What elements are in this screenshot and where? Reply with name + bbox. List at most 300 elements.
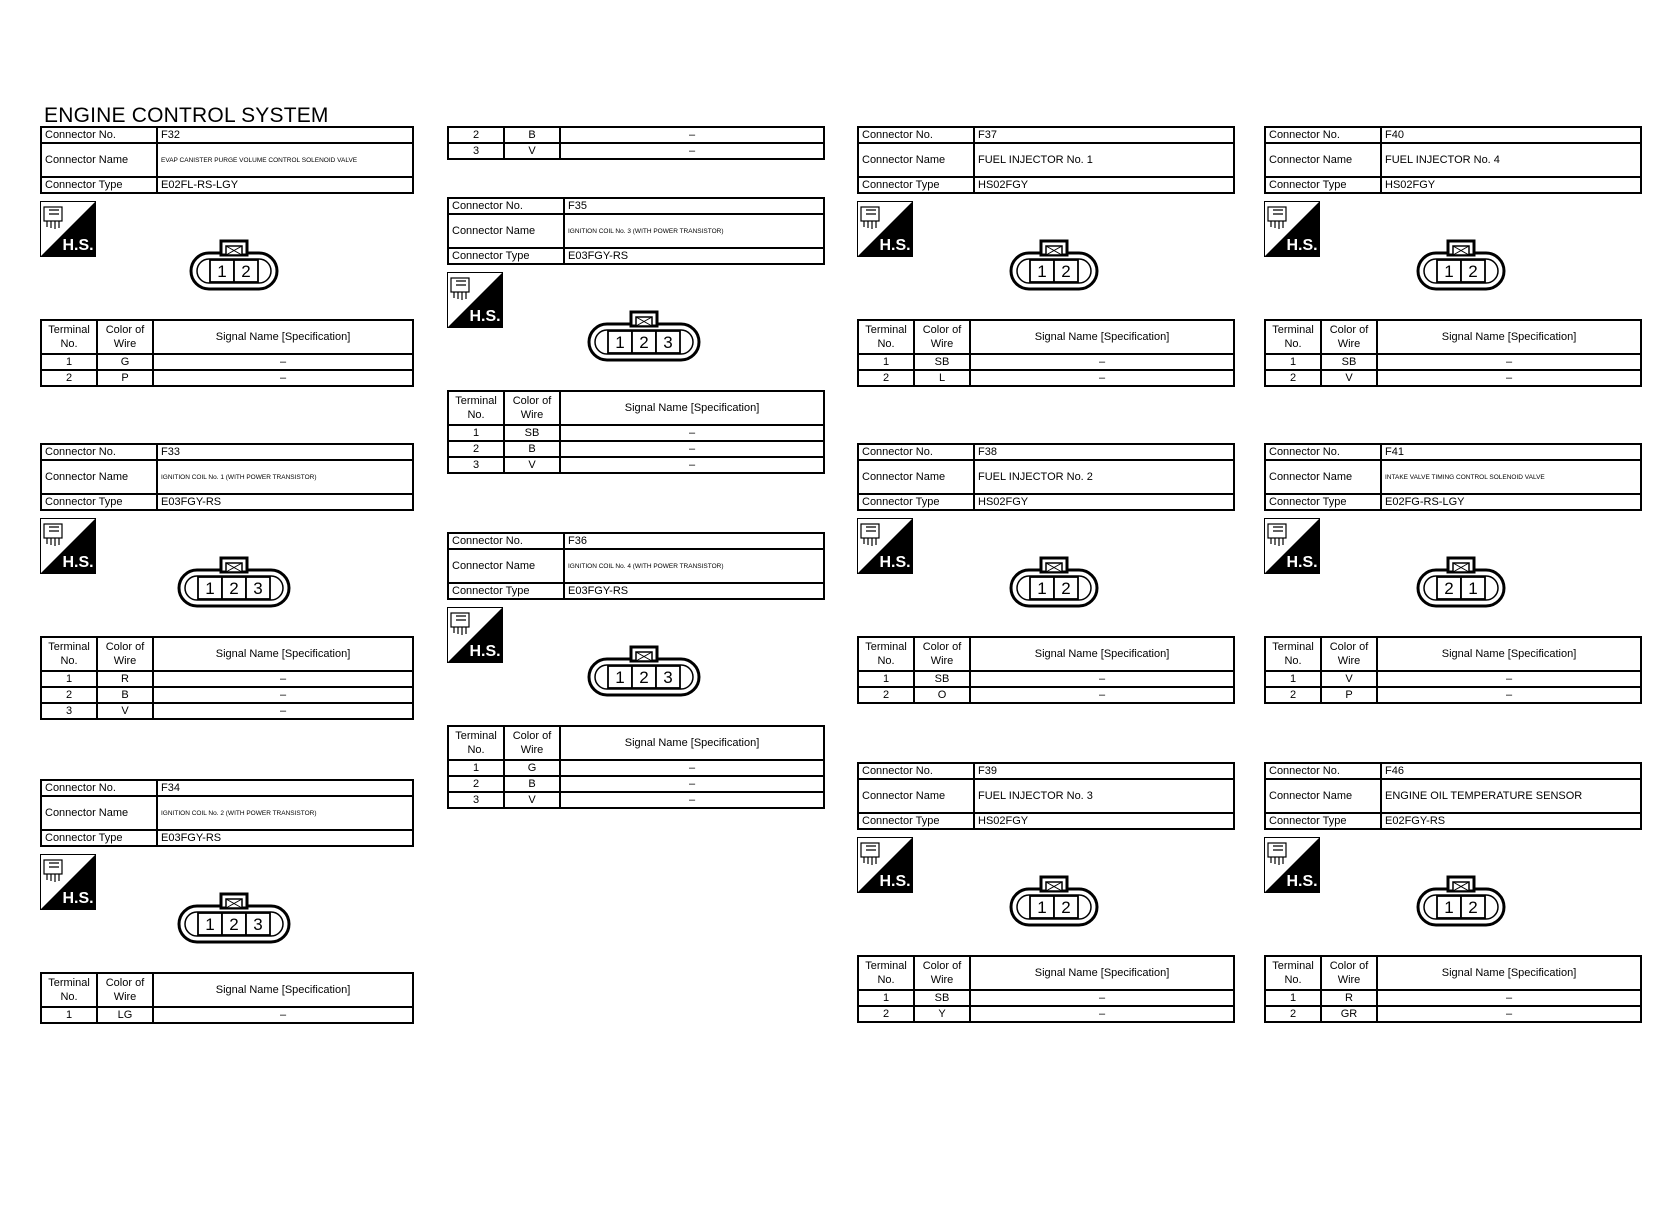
wire-color: LG: [97, 1007, 153, 1023]
terminal-table: [857, 955, 1235, 1023]
connector-face-diagram: [177, 892, 291, 946]
label-connector-name: Connector Name: [1265, 460, 1381, 494]
label-connector-name: Connector Name: [858, 143, 974, 177]
terminal-no: 1: [1265, 671, 1321, 687]
signal-name: –: [970, 370, 1234, 386]
label-connector-no: Connector No.: [41, 127, 157, 143]
svg-text:H.S.: H.S.: [1286, 554, 1318, 571]
connector-face-diagram: [177, 556, 291, 610]
table-row: [1265, 687, 1641, 703]
connector-icon: [177, 556, 291, 615]
signal-name: –: [560, 441, 824, 457]
connector-diagram-area: [40, 194, 414, 319]
terminal-no: 3: [448, 457, 504, 473]
wire-color: SB: [504, 425, 560, 441]
table-row: [1265, 990, 1641, 1006]
connector-name-value: FUEL INJECTOR No. 2: [974, 460, 1234, 494]
pin-number: 2: [639, 668, 649, 687]
hs-badge: [40, 854, 96, 915]
label-connector-name: Connector Name: [448, 214, 564, 248]
terminal-table-continued: [447, 126, 825, 160]
hs-badge: [1264, 837, 1320, 898]
label-connector-name: Connector Name: [448, 549, 564, 583]
connector-block-f40: [1264, 126, 1642, 387]
label-connector-name: Connector Name: [858, 460, 974, 494]
hs-badge: [447, 607, 503, 668]
header-terminal-no: Terminal No.: [858, 320, 914, 354]
header-terminal-no: Terminal No.: [1265, 320, 1321, 354]
label-connector-name: Connector Name: [41, 796, 157, 830]
harness-side-icon: [857, 837, 913, 893]
wire-color: B: [504, 127, 560, 143]
label-connector-type: Connector Type: [41, 830, 157, 846]
page-title: ENGINE CONTROL SYSTEM: [44, 104, 329, 127]
svg-text:H.S.: H.S.: [1286, 237, 1318, 254]
table-row: [448, 425, 824, 441]
connector-diagram-area: [1264, 194, 1642, 319]
label-connector-type: Connector Type: [858, 494, 974, 510]
pin-number: 2: [1061, 579, 1071, 598]
wire-color: SB: [1321, 354, 1377, 370]
label-connector-no: Connector No.: [858, 444, 974, 460]
pin-number: 3: [663, 333, 673, 352]
table-row: [448, 760, 824, 776]
connector-block-f46: [1264, 762, 1642, 1023]
header-signal-name: Signal Name [Specification]: [153, 973, 413, 1007]
connector-diagram-area: [857, 194, 1235, 319]
wire-color: P: [1321, 687, 1377, 703]
connector-face-diagram: [1416, 239, 1506, 293]
table-row: [41, 703, 413, 719]
connector-block-f33: [40, 443, 414, 720]
harness-side-icon: [857, 201, 913, 257]
connector-type-value: E03FGY-RS: [157, 494, 413, 510]
hs-badge: [40, 201, 96, 262]
header-color-of-wire: Color of Wire: [1321, 320, 1377, 354]
header-color-of-wire: Color of Wire: [914, 637, 970, 671]
signal-name: –: [970, 354, 1234, 370]
table-row: [448, 776, 824, 792]
label-connector-type: Connector Type: [858, 813, 974, 829]
signal-name: –: [970, 990, 1234, 1006]
connector-block-f38: [857, 443, 1235, 704]
connector-diagram-area: [857, 830, 1235, 955]
table-row: [858, 671, 1234, 687]
header-color-of-wire: Color of Wire: [504, 726, 560, 760]
svg-text:H.S.: H.S.: [469, 643, 501, 660]
header-color-of-wire: Color of Wire: [97, 320, 153, 354]
pin-number: 1: [217, 262, 227, 281]
pin-number: 3: [253, 579, 263, 598]
connector-no-value: F46: [1381, 763, 1641, 779]
wire-color: V: [1321, 370, 1377, 386]
terminal-no: 2: [1265, 1006, 1321, 1022]
connector-icon: [587, 310, 701, 369]
header-signal-name: Signal Name [Specification]: [1377, 320, 1641, 354]
wire-color: V: [504, 792, 560, 808]
header-terminal-no: Terminal No.: [41, 637, 97, 671]
terminal-table: [447, 725, 825, 809]
signal-name: –: [970, 687, 1234, 703]
header-color-of-wire: Color of Wire: [914, 956, 970, 990]
svg-text:H.S.: H.S.: [1286, 873, 1318, 890]
wire-color: V: [97, 703, 153, 719]
wire-color: Y: [914, 1006, 970, 1022]
connector-face-diagram: [1009, 239, 1099, 293]
pin-number: 2: [1061, 262, 1071, 281]
f34-continued-table: [447, 126, 825, 160]
terminal-no: 2: [448, 776, 504, 792]
terminal-no: 2: [858, 370, 914, 386]
label-connector-no: Connector No.: [448, 533, 564, 549]
header-signal-name: Signal Name [Specification]: [1377, 956, 1641, 990]
terminal-table: [40, 319, 414, 387]
header-signal-name: Signal Name [Specification]: [1377, 637, 1641, 671]
connector-type-value: E03FGY-RS: [564, 248, 824, 264]
terminal-no: 1: [1265, 990, 1321, 1006]
table-row: [448, 441, 824, 457]
pin-number: 1: [205, 915, 215, 934]
header-terminal-no: Terminal No.: [41, 973, 97, 1007]
connector-icon: [189, 239, 279, 298]
label-connector-no: Connector No.: [41, 444, 157, 460]
svg-text:H.S.: H.S.: [62, 237, 94, 254]
terminal-no: 2: [448, 441, 504, 457]
pin-number: 3: [253, 915, 263, 934]
connector-icon: [1009, 875, 1099, 934]
terminal-no: 2: [1265, 687, 1321, 703]
connector-face-diagram: [587, 310, 701, 364]
table-row: [41, 1007, 413, 1023]
header-terminal-no: Terminal No.: [858, 956, 914, 990]
terminal-table: [40, 972, 414, 1024]
connector-no-value: F39: [974, 763, 1234, 779]
terminal-no: 1: [858, 671, 914, 687]
pin-number: 3: [663, 668, 673, 687]
connector-block-f35: [447, 197, 825, 474]
header-terminal-no: Terminal No.: [41, 320, 97, 354]
terminal-table: [857, 636, 1235, 704]
signal-name: –: [153, 354, 413, 370]
pin-number: 1: [615, 668, 625, 687]
table-row: [41, 687, 413, 703]
connector-diagram-area: [857, 511, 1235, 636]
label-connector-no: Connector No.: [448, 198, 564, 214]
connector-no-value: F38: [974, 444, 1234, 460]
hs-badge: [1264, 201, 1320, 262]
svg-text:H.S.: H.S.: [879, 554, 911, 571]
wire-color: V: [1321, 671, 1377, 687]
connector-face-diagram: [1416, 875, 1506, 929]
connector-type-value: E02FGY-RS: [1381, 813, 1641, 829]
wire-color: R: [97, 671, 153, 687]
connector-face-diagram: [1009, 556, 1099, 610]
terminal-no: 2: [41, 687, 97, 703]
pin-number: 2: [229, 915, 239, 934]
connector-type-value: HS02FGY: [974, 813, 1234, 829]
connector-info-table: [1264, 126, 1642, 194]
connector-block-f36: [447, 532, 825, 809]
connector-diagram-area: [1264, 511, 1642, 636]
connector-no-value: F33: [157, 444, 413, 460]
signal-name: –: [1377, 990, 1641, 1006]
signal-name: –: [1377, 671, 1641, 687]
table-row: [1265, 1006, 1641, 1022]
pin-number: 2: [639, 333, 649, 352]
label-connector-name: Connector Name: [41, 460, 157, 494]
connector-diagram-area: [40, 511, 414, 636]
pin-number: 2: [1444, 579, 1454, 598]
table-row: [41, 671, 413, 687]
signal-name: –: [153, 671, 413, 687]
signal-name: –: [560, 143, 824, 159]
wire-color: G: [97, 354, 153, 370]
signal-name: –: [970, 1006, 1234, 1022]
table-row: [858, 687, 1234, 703]
connector-diagram-area: [447, 265, 825, 390]
hs-badge: [1264, 518, 1320, 579]
connector-face-diagram: [189, 239, 279, 293]
connector-no-value: F35: [564, 198, 824, 214]
connector-icon: [1416, 239, 1506, 298]
table-row: [448, 127, 824, 143]
connector-info-table: [447, 532, 825, 600]
harness-side-icon: [40, 518, 96, 574]
header-color-of-wire: Color of Wire: [1321, 956, 1377, 990]
connector-type-value: HS02FGY: [1381, 177, 1641, 193]
connector-name-value: ENGINE OIL TEMPERATURE SENSOR: [1381, 779, 1641, 813]
connector-type-value: HS02FGY: [974, 494, 1234, 510]
label-connector-type: Connector Type: [41, 177, 157, 193]
terminal-no: 2: [41, 370, 97, 386]
connector-name-value: IGNITION COIL No. 4 (WITH POWER TRANSISTOR): [564, 549, 824, 583]
harness-side-icon: [1264, 837, 1320, 893]
connector-info-table: [447, 197, 825, 265]
terminal-no: 1: [41, 354, 97, 370]
label-connector-name: Connector Name: [1265, 779, 1381, 813]
signal-name: –: [153, 703, 413, 719]
pin-number: 2: [1468, 262, 1478, 281]
header-signal-name: Signal Name [Specification]: [970, 637, 1234, 671]
hs-badge: [857, 201, 913, 262]
connector-no-value: F32: [157, 127, 413, 143]
wire-color: G: [504, 760, 560, 776]
terminal-no: 2: [448, 127, 504, 143]
label-connector-no: Connector No.: [1265, 763, 1381, 779]
label-connector-name: Connector Name: [858, 779, 974, 813]
wire-color: V: [504, 457, 560, 473]
terminal-no: 2: [858, 1006, 914, 1022]
table-row: [41, 370, 413, 386]
header-terminal-no: Terminal No.: [1265, 956, 1321, 990]
terminal-table: [857, 319, 1235, 387]
label-connector-type: Connector Type: [448, 583, 564, 599]
signal-name: –: [153, 370, 413, 386]
connector-name-value: EVAP CANISTER PURGE VOLUME CONTROL SOLENOID VALVE: [157, 143, 413, 177]
header-color-of-wire: Color of Wire: [1321, 637, 1377, 671]
connector-no-value: F36: [564, 533, 824, 549]
pin-number: 1: [1444, 898, 1454, 917]
connector-block-f32: [40, 126, 414, 387]
terminal-no: 1: [41, 1007, 97, 1023]
connector-block-f39: [857, 762, 1235, 1023]
connector-diagram-area: [447, 600, 825, 725]
pin-number: 2: [1061, 898, 1071, 917]
connector-block-f34: [40, 779, 414, 1024]
header-color-of-wire: Color of Wire: [97, 973, 153, 1007]
table-row: [1265, 370, 1641, 386]
svg-text:H.S.: H.S.: [879, 873, 911, 890]
pin-number: 1: [1468, 579, 1478, 598]
connector-no-value: F37: [974, 127, 1234, 143]
connector-type-value: HS02FGY: [974, 177, 1234, 193]
connector-info-table: [40, 443, 414, 511]
connector-info-table: [40, 779, 414, 847]
label-connector-name: Connector Name: [1265, 143, 1381, 177]
header-terminal-no: Terminal No.: [1265, 637, 1321, 671]
signal-name: –: [560, 425, 824, 441]
terminal-no: 2: [1265, 370, 1321, 386]
hs-badge: [857, 837, 913, 898]
hs-badge: [857, 518, 913, 579]
pin-number: 2: [229, 579, 239, 598]
connector-no-value: F41: [1381, 444, 1641, 460]
wire-color: L: [914, 370, 970, 386]
label-connector-no: Connector No.: [1265, 444, 1381, 460]
wire-color: B: [504, 441, 560, 457]
terminal-table: [40, 636, 414, 720]
signal-name: –: [1377, 1006, 1641, 1022]
pin-number: 2: [241, 262, 251, 281]
table-row: [858, 354, 1234, 370]
wire-color: SB: [914, 990, 970, 1006]
label-connector-type: Connector Type: [858, 177, 974, 193]
harness-side-icon: [1264, 518, 1320, 574]
header-color-of-wire: Color of Wire: [914, 320, 970, 354]
pin-number: 2: [1468, 898, 1478, 917]
svg-text:H.S.: H.S.: [62, 554, 94, 571]
connector-diagram-area: [40, 847, 414, 972]
pin-number: 1: [1037, 898, 1047, 917]
harness-side-icon: [857, 518, 913, 574]
connector-info-table: [857, 762, 1235, 830]
table-row: [858, 1006, 1234, 1022]
connector-face-diagram: [587, 645, 701, 699]
terminal-no: 1: [858, 990, 914, 1006]
terminal-table: [1264, 636, 1642, 704]
terminal-no: 2: [858, 687, 914, 703]
header-color-of-wire: Color of Wire: [504, 391, 560, 425]
connector-info-table: [857, 126, 1235, 194]
header-signal-name: Signal Name [Specification]: [153, 637, 413, 671]
table-row: [1265, 671, 1641, 687]
signal-name: –: [1377, 687, 1641, 703]
header-signal-name: Signal Name [Specification]: [153, 320, 413, 354]
signal-name: –: [153, 687, 413, 703]
harness-side-icon: [447, 272, 503, 328]
signal-name: –: [970, 671, 1234, 687]
pin-number: 1: [205, 579, 215, 598]
terminal-no: 1: [858, 354, 914, 370]
terminal-no: 3: [41, 703, 97, 719]
wire-color: B: [97, 687, 153, 703]
wire-color: SB: [914, 671, 970, 687]
terminal-table: [447, 390, 825, 474]
connector-icon: [587, 645, 701, 704]
terminal-table: [1264, 955, 1642, 1023]
table-row: [858, 990, 1234, 1006]
pin-number: 1: [1037, 262, 1047, 281]
wire-color: V: [504, 143, 560, 159]
connector-name-value: IGNITION COIL No. 3 (WITH POWER TRANSISTOR): [564, 214, 824, 248]
connector-no-value: F34: [157, 780, 413, 796]
harness-side-icon: [40, 854, 96, 910]
wire-color: P: [97, 370, 153, 386]
header-color-of-wire: Color of Wire: [97, 637, 153, 671]
table-row: [448, 143, 824, 159]
harness-side-icon: [1264, 201, 1320, 257]
label-connector-no: Connector No.: [858, 127, 974, 143]
label-connector-type: Connector Type: [41, 494, 157, 510]
connector-name-value: FUEL INJECTOR No. 3: [974, 779, 1234, 813]
connector-icon: [1416, 875, 1506, 934]
label-connector-type: Connector Type: [1265, 494, 1381, 510]
connector-info-table: [40, 126, 414, 194]
terminal-table: [1264, 319, 1642, 387]
hs-badge: [447, 272, 503, 333]
label-connector-type: Connector Type: [1265, 177, 1381, 193]
harness-side-icon: [447, 607, 503, 663]
connector-name-value: IGNITION COIL No. 2 (WITH POWER TRANSISTOR): [157, 796, 413, 830]
table-row: [1265, 354, 1641, 370]
label-connector-no: Connector No.: [1265, 127, 1381, 143]
hs-badge: [40, 518, 96, 579]
connector-icon: [1416, 556, 1506, 615]
label-connector-type: Connector Type: [448, 248, 564, 264]
signal-name: –: [153, 1007, 413, 1023]
connector-type-value: E03FGY-RS: [564, 583, 824, 599]
svg-text:H.S.: H.S.: [469, 308, 501, 325]
signal-name: –: [1377, 370, 1641, 386]
terminal-no: 3: [448, 143, 504, 159]
table-row: [448, 792, 824, 808]
label-connector-name: Connector Name: [41, 143, 157, 177]
connector-icon: [1009, 556, 1099, 615]
table-row: [858, 370, 1234, 386]
header-signal-name: Signal Name [Specification]: [970, 956, 1234, 990]
pin-number: 1: [1037, 579, 1047, 598]
connector-name-value: FUEL INJECTOR No. 4: [1381, 143, 1641, 177]
wire-color: SB: [914, 354, 970, 370]
signal-name: –: [560, 127, 824, 143]
connector-info-table: [1264, 443, 1642, 511]
header-signal-name: Signal Name [Specification]: [970, 320, 1234, 354]
table-row: [448, 457, 824, 473]
header-signal-name: Signal Name [Specification]: [560, 391, 824, 425]
connector-type-value: E02FL-RS-LGY: [157, 177, 413, 193]
connector-face-diagram: [1416, 556, 1506, 610]
connector-info-table: [857, 443, 1235, 511]
pin-number: 1: [1444, 262, 1454, 281]
connector-no-value: F40: [1381, 127, 1641, 143]
connector-info-table: [1264, 762, 1642, 830]
wire-color: B: [504, 776, 560, 792]
terminal-no: 1: [41, 671, 97, 687]
wire-color: R: [1321, 990, 1377, 1006]
header-terminal-no: Terminal No.: [448, 726, 504, 760]
signal-name: –: [560, 760, 824, 776]
terminal-no: 3: [448, 792, 504, 808]
